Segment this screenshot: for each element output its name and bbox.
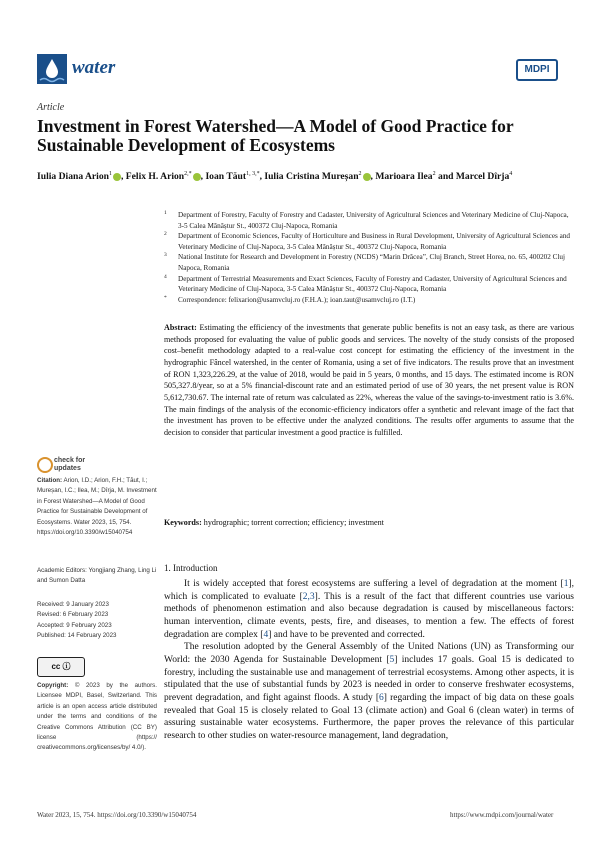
affiliation-item: [164, 274, 574, 295]
author-name: Marioara Ilea: [375, 171, 433, 183]
affiliation-number: *: [164, 294, 167, 301]
ref-link[interactable]: 6: [379, 692, 384, 703]
copyright-block: [37, 681, 157, 754]
affiliation-item: [164, 231, 574, 252]
abstract-label: Abstract:: [164, 323, 197, 332]
author-affil-sup: 1: [108, 171, 112, 177]
author-affil-sup: 2,*: [184, 171, 192, 177]
revised-date: Revised: 6 February 2023: [37, 611, 109, 619]
paragraph-1: It is widely accepted that forest ecosystems are suffering a level of degradation at the moment [1], which is complicated to evaluate [2,3]. This is a result of the fact that different countries use various methods of phenomenon estimation and also because degradation is caused by miscellaneous factors: human intervention, climate events, pests, fire, and diseases, to mention a few. The effects of forest degradation are complex [4] and have to be prevented and corrected.: [164, 579, 574, 640]
affiliation-text: Department of Terrestrial Measurements and Exact Sciences, Faculty of Forestry and Cadaster, University of Agricultural Sciences and Veterinary Medicine of Cluj-Napoca, 3-5 Calea Mănăștur St., 400372 Cluj-Napoca, Romania: [178, 274, 567, 294]
citation-block: [37, 476, 157, 538]
orcid-icon[interactable]: [193, 173, 201, 181]
author-name: and Marcel Dîrja: [438, 171, 510, 183]
citation-label: Citation:: [37, 477, 63, 484]
affiliations: [164, 210, 574, 305]
section-body: [164, 578, 574, 743]
section-heading: 1. Introduction: [164, 563, 218, 573]
ref-link[interactable]: 1: [563, 579, 569, 589]
check-updates-label: check for updates: [54, 457, 86, 472]
cc-license-icon[interactable]: cc ⓘ: [37, 657, 85, 677]
check-updates-icon: [37, 457, 53, 473]
author-name: Ioan Tăut: [205, 171, 247, 183]
paper-title: Investment in Forest Watershed—A Model of Good Practice for Sustainable Development of Ecosystems: [37, 116, 514, 155]
affiliation-number: 3: [164, 252, 167, 259]
paragraph-2: The resolution adopted by the General Assembly of the United Nations (UN) as Transforming our World: the 2030 Agenda for Sustainable Development [5] includes 17 goals. Goal 15 is dedicated to forestry, including the sustainable use and management of terrestrial ecosystems. Among other aspects, it is stipulated that the use of substantial funds by 2023 is needed in order to conserve freshwater ecosystems, prevent degradation, and fight against floods. A study [6] regarding the impact of big data on these goals revealed that Goal 15 is closely related to Goal 13 (climate action) and Goal 6 (clean water) in terms of assuring sustainable water ecosystems. Furthermore, the paper proves the relevance of this particular research to other studies on water-resource management, land degradation,: [164, 642, 574, 741]
affiliation-text: Department of Forestry, Faculty of Forestry and Cadaster, University of Agricultural Sciences and Veterinary Medicine of Cluj-Napoca, 3-5 Calea Mănăștur St., 400372 Cluj-Napoca, Romania: [178, 211, 569, 230]
dates-block: [37, 600, 157, 642]
author-affil-sup: 2: [358, 171, 362, 177]
copyright-text: © 2023 by the authors. Licensee MDPI, Basel, Switzerland. This article is an open access article distributed under the terms and conditions of the Creative Commons Attribution (CC BY) license (https:// creativecommons.org/licenses/by/ 4.0/).: [37, 682, 157, 752]
author-affil-sup: 1, 3,*: [246, 171, 260, 177]
article-type: Article: [37, 102, 65, 113]
affiliation-item: [164, 252, 574, 273]
academic-editors: Academic Editors: Yongjiang Zhang, Ling Li and Sumon Datta: [37, 567, 157, 585]
author-name: Felix H. Arion: [125, 171, 185, 183]
abstract-text: Estimating the efficiency of the investments that generate public benefits is not an easy task, as there are various methods proposed for evaluating the value of public goods and services. The novelty of the study consists of the proposed cost–benefit methodology adapted to a real-value cost concept for estimating the efficiency of the investment in the hydrographic Fâncel watershed, in the center of Romania, using a set of five indicators. The results prove that an investment of RON 1,323,226.29, at the value of 2018, would be paid in 5 years, 0 months, and 15 days. The estimated income is RON 505,327.8/year, so at a 5% financial-discount rate and an estimated period of use of 30 years, the net present value is RON 5,612,730.67. The internal rate of return was calculated as 22%, whereas the value of the savings-to-investment ratio is 3.6%. The main findings of the analysis of the economic-efficiency indicators offer a synthetic and relevant image of the fact that the investment has proven to be effective under the analyzed conditions. The results offer arguments to assume that the decision to consider that particular investment a good practice is fulfilled.: [164, 323, 574, 437]
orcid-icon[interactable]: [363, 173, 371, 181]
journal-logo-icon: [37, 54, 67, 84]
accepted-date: Accepted: 9 February 2023: [37, 621, 112, 629]
footer-citation: Water 2023, 15, 754. https://doi.org/10.3390/w15040754: [37, 811, 197, 819]
author-list: Iulia Diana Arion$^1$ , Felix H. Arion$^{2,*}$ , Ioan Tăut$^{1, 3,*}$, Iulia Cristina Mureșan$^2$ , Marioara Ilea$^2$ and Marcel Dîrja$^4$: [37, 171, 513, 183]
author-name: Iulia Diana Arion: [37, 171, 109, 183]
citation-text: Arion, I.D.; Arion, F.H.; Tăut, I.; Mureșan, I.C.; Ilea, M.; Dîrja, M. Investment in Forest Watershed—A Model of Good Practice for Sustainable Development of Ecosystems. Water 2023, 15, 754. https://doi.org/10.3390/w15040754: [37, 477, 157, 537]
affiliation-item: [164, 210, 574, 231]
publisher-logo: MDPI: [516, 59, 558, 81]
affiliation-text: National Institute for Research and Development in Forestry (NCDS) “Marin Drăcea”, Cluj Branch, Street Horea, no. 65, 400202 Cluj Napoca, Romania: [178, 253, 566, 272]
author-name: Iulia Cristina Mureșan: [264, 171, 359, 183]
affiliation-number: 4: [164, 273, 167, 280]
ref-link[interactable]: 2,3: [302, 591, 315, 602]
keywords-label: Keywords:: [164, 518, 202, 527]
footer-url[interactable]: https://www.mdpi.com/journal/water: [450, 811, 554, 819]
orcid-icon[interactable]: [113, 173, 121, 181]
journal-name: water: [72, 57, 116, 78]
author-affil-sup: 2: [432, 171, 436, 177]
ref-link[interactable]: 4: [263, 629, 269, 640]
affiliation-number: 2: [164, 231, 167, 238]
affiliation-item: [164, 295, 574, 306]
abstract: [164, 322, 574, 439]
author-affil-sup: 4: [509, 171, 513, 177]
received-date: Received: 9 January 2023: [37, 601, 109, 608]
keywords-text: hydrographic; torrent correction; efficiency; investment: [203, 518, 384, 527]
keywords: [164, 517, 574, 528]
affiliation-number: 1: [164, 210, 167, 216]
ref-link[interactable]: 5: [389, 654, 395, 665]
affiliation-text: Department of Economic Sciences, Faculty of Horticulture and Business in Rural Development, University of Agricultural Sciences and Veterinary Medicine of Cluj-Napoca, 3-5 Calea Mănăștur St., 400372 Cluj-Napoca, Romania: [178, 232, 571, 251]
affiliation-text: Correspondence: felixarion@usamvcluj.ro (F.H.A.); ioan.taut@usamvcluj.ro (I.T.): [178, 295, 416, 304]
copyright-label: Copyright:: [37, 682, 69, 689]
published-date: Published: 14 February 2023: [37, 632, 117, 640]
